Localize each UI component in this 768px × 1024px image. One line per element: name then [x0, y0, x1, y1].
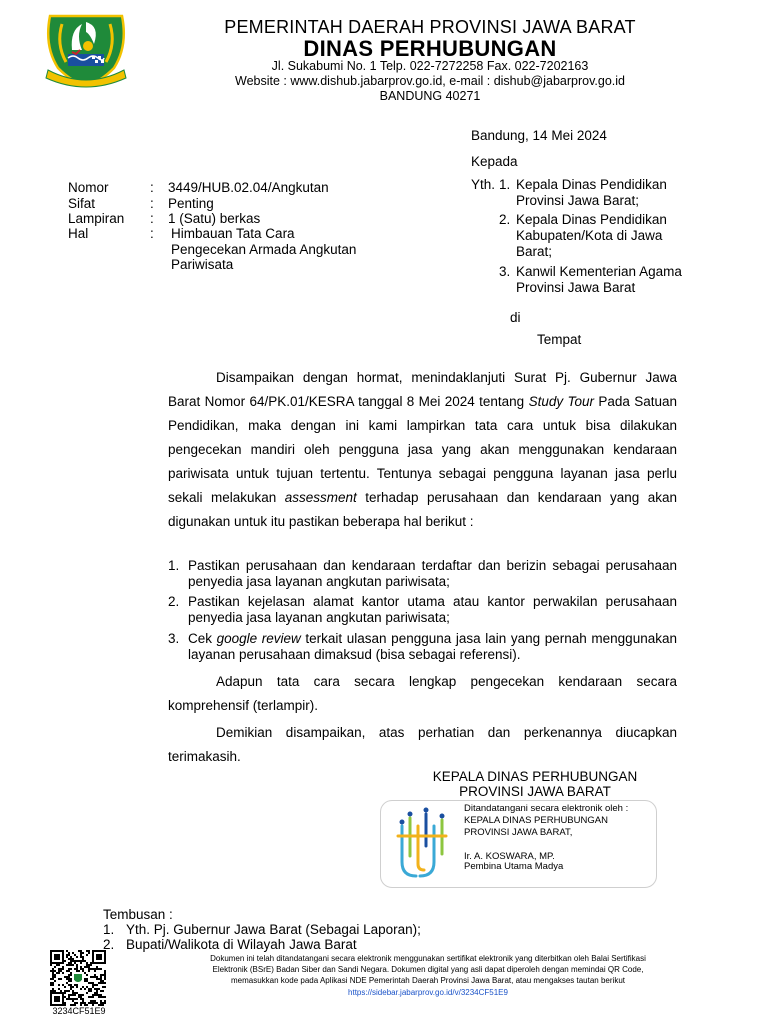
cc-label: Tembusan :	[103, 907, 173, 922]
list-item	[168, 631, 677, 663]
recipient-3-line-2: Provinsi Jawa Barat	[516, 280, 636, 295]
lampiran-label: Lampiran	[68, 211, 125, 226]
recipient-number-3: 3.	[499, 264, 511, 279]
hal-value-line-3: Pariwisata	[171, 257, 234, 272]
cc-item-1: Yth. Pj. Gubernur Jawa Barat (Sebagai Laporan);	[126, 922, 421, 937]
nomor-label: Nomor	[68, 180, 109, 195]
hal-value-line-2: Pengecekan Armada Angkutan	[171, 242, 357, 257]
list-3-pre: Cek	[188, 631, 217, 646]
bsre-signature-emblem-icon	[392, 806, 452, 882]
document-qr-code[interactable]	[50, 950, 106, 1006]
signatory-rank: Pembina Utama Madya	[464, 861, 564, 872]
recipient-2-line-2: Kabupaten/Kota di Jawa	[516, 228, 663, 243]
list-item	[168, 594, 677, 626]
hal-value-line-1: Himbauan Tata Cara	[171, 226, 295, 241]
hal-label: Hal	[68, 226, 89, 241]
paragraph-3-text: Demikian disampaikan, atas perhatian dan perkenannya diucapkan terimakasih.	[168, 725, 677, 764]
list-text: Pastikan kejelasan alamat kantor utama atau kantor perwakilan perusahaan penyedia jasa layanan angkutan pariwisata;	[188, 594, 677, 625]
lampiran-colon: :	[150, 211, 154, 226]
west-java-emblem-logo	[42, 10, 130, 90]
qr-verification-code: 3234CF51E9	[52, 1006, 106, 1016]
letter-date: Bandung, 14 Mei 2024	[471, 128, 607, 143]
verification-link[interactable]: https://sidebar.jabarprov.go.id/v/3234CF51E9	[348, 988, 508, 997]
footer-note-line-3: memasukkan kode pada Aplikasi NDE Pemerintah Daerah Provinsi Jawa Barat, atau mengakses tautan berikut	[231, 976, 625, 985]
hal-colon: :	[150, 226, 154, 241]
agency-address: Jl. Sukabumi No. 1 Telp. 022-7272258 Fax. 022-7202163	[271, 59, 589, 73]
footer-note-line-1: Dokumen ini telah ditandatangani secara elektronik menggunakan sertifikat elektronik yang diterbitkan oleh Balai Sertifikasi	[210, 954, 646, 963]
list-3-post: terkait ulasan pengguna jasa lain yang pernah menggunakan layanan perusahaan dimaksud (bisa sebagai referensi).	[188, 631, 677, 662]
paragraph-1-text-c: terhadap perusahaan dan kendaraan yang akan digunakan untuk itu pastikan beberapa hal berikut :	[168, 490, 678, 529]
assessment-term: assessment	[284, 490, 357, 505]
recipient-tempat: Tempat	[537, 332, 582, 347]
list-number: 1.	[168, 558, 180, 573]
lampiran-value: 1 (Satu) berkas	[168, 211, 261, 226]
footer-note-line-2: Elektronik (BSrE) Badan Siber dan Sandi Negara. Dokumen digital yang asli dapat diperoleh dengan memindai QR Code,	[212, 965, 644, 974]
list-number: 2.	[168, 594, 180, 609]
recipient-kepada: Kepada	[471, 154, 518, 169]
sifat-label: Sifat	[68, 196, 96, 211]
list-text: Pastikan perusahaan dan kendaraan terdaftar dan berizin sebagai perusahaan penyedia jasa layanan angkutan pariwisata;	[188, 558, 677, 589]
agency-city: BANDUNG 40271	[379, 89, 481, 103]
recipient-1-line-2: Provinsi Jawa Barat;	[516, 193, 640, 208]
nomor-colon: :	[150, 180, 154, 195]
signed-by-line-2: PROVINSI JAWA BARAT,	[464, 827, 573, 838]
recipient-number-1: 1.	[499, 177, 511, 192]
list-number: 3.	[168, 631, 180, 646]
body-paragraph-2	[168, 670, 677, 718]
recipient-2-line-1: Kepala Dinas Pendidikan	[516, 212, 667, 227]
signatory-name: Ir. A. KOSWARA, MP.	[464, 851, 555, 862]
paragraph-1-text-b: Pada Satuan Pendidikan, maka dengan ini kami lampirkan tata cara untuk bisa dilakukan pengecekan mandiri oleh pengguna jasa yang akan menggunakan kendaraan pariwisata untuk tujuan tertentu. Tentunya sebagai pengguna layanan jasa perlu sekali melakukan	[168, 394, 677, 505]
recipient-yth: Yth.	[471, 177, 496, 192]
recipient-1-line-1: Kepala Dinas Pendidikan	[516, 177, 667, 192]
cc-number-1: 1.	[103, 922, 115, 937]
cc-number-2: 2.	[103, 937, 115, 952]
list-item	[168, 558, 677, 590]
signed-by-line-1: KEPALA DINAS PERHUBUNGAN	[464, 815, 608, 826]
government-heading: PEMERINTAH DAERAH PROVINSI JAWA BARAT	[224, 17, 636, 37]
recipient-number-2: 2.	[499, 212, 511, 227]
agency-contact: Website : www.dishub.jabarprov.go.id, e-mail : dishub@jabarprov.go.id	[235, 74, 625, 88]
google-review-term: google review	[216, 631, 301, 646]
signed-electronically-note: Ditandatangani secara elektronik oleh :	[464, 803, 629, 814]
recipient-2-line-3: Barat;	[516, 244, 553, 259]
paragraph-1-text-a: Disampaikan dengan hormat, menindaklanjuti Surat Pj. Gubernur Jawa Barat Nomor 64/PK.01/KESRA tanggal 8 Mei 2024 tentang	[168, 370, 677, 409]
signatory-title-line-2: PROVINSI JAWA BARAT	[459, 784, 611, 799]
study-tour-term: Study Tour	[528, 394, 594, 409]
body-paragraph-3	[168, 721, 677, 769]
sifat-value: Penting	[168, 196, 214, 211]
recipient-di: di	[510, 310, 521, 325]
nomor-value: 3449/HUB.02.04/Angkutan	[168, 180, 329, 195]
agency-heading: DINAS PERHUBUNGAN	[303, 36, 557, 61]
cc-item-2: Bupati/Walikota di Wilayah Jawa Barat	[126, 937, 357, 952]
list-text	[188, 631, 677, 663]
sifat-colon: :	[150, 196, 154, 211]
signatory-title-line-1: KEPALA DINAS PERHUBUNGAN	[432, 769, 638, 784]
body-paragraph-1	[168, 366, 677, 534]
paragraph-2-text: Adapun tata cara secara lengkap pengecekan kendaraan secara komprehensif (terlampir).	[168, 674, 677, 713]
recipient-3-line-1: Kanwil Kementerian Agama	[516, 264, 682, 279]
